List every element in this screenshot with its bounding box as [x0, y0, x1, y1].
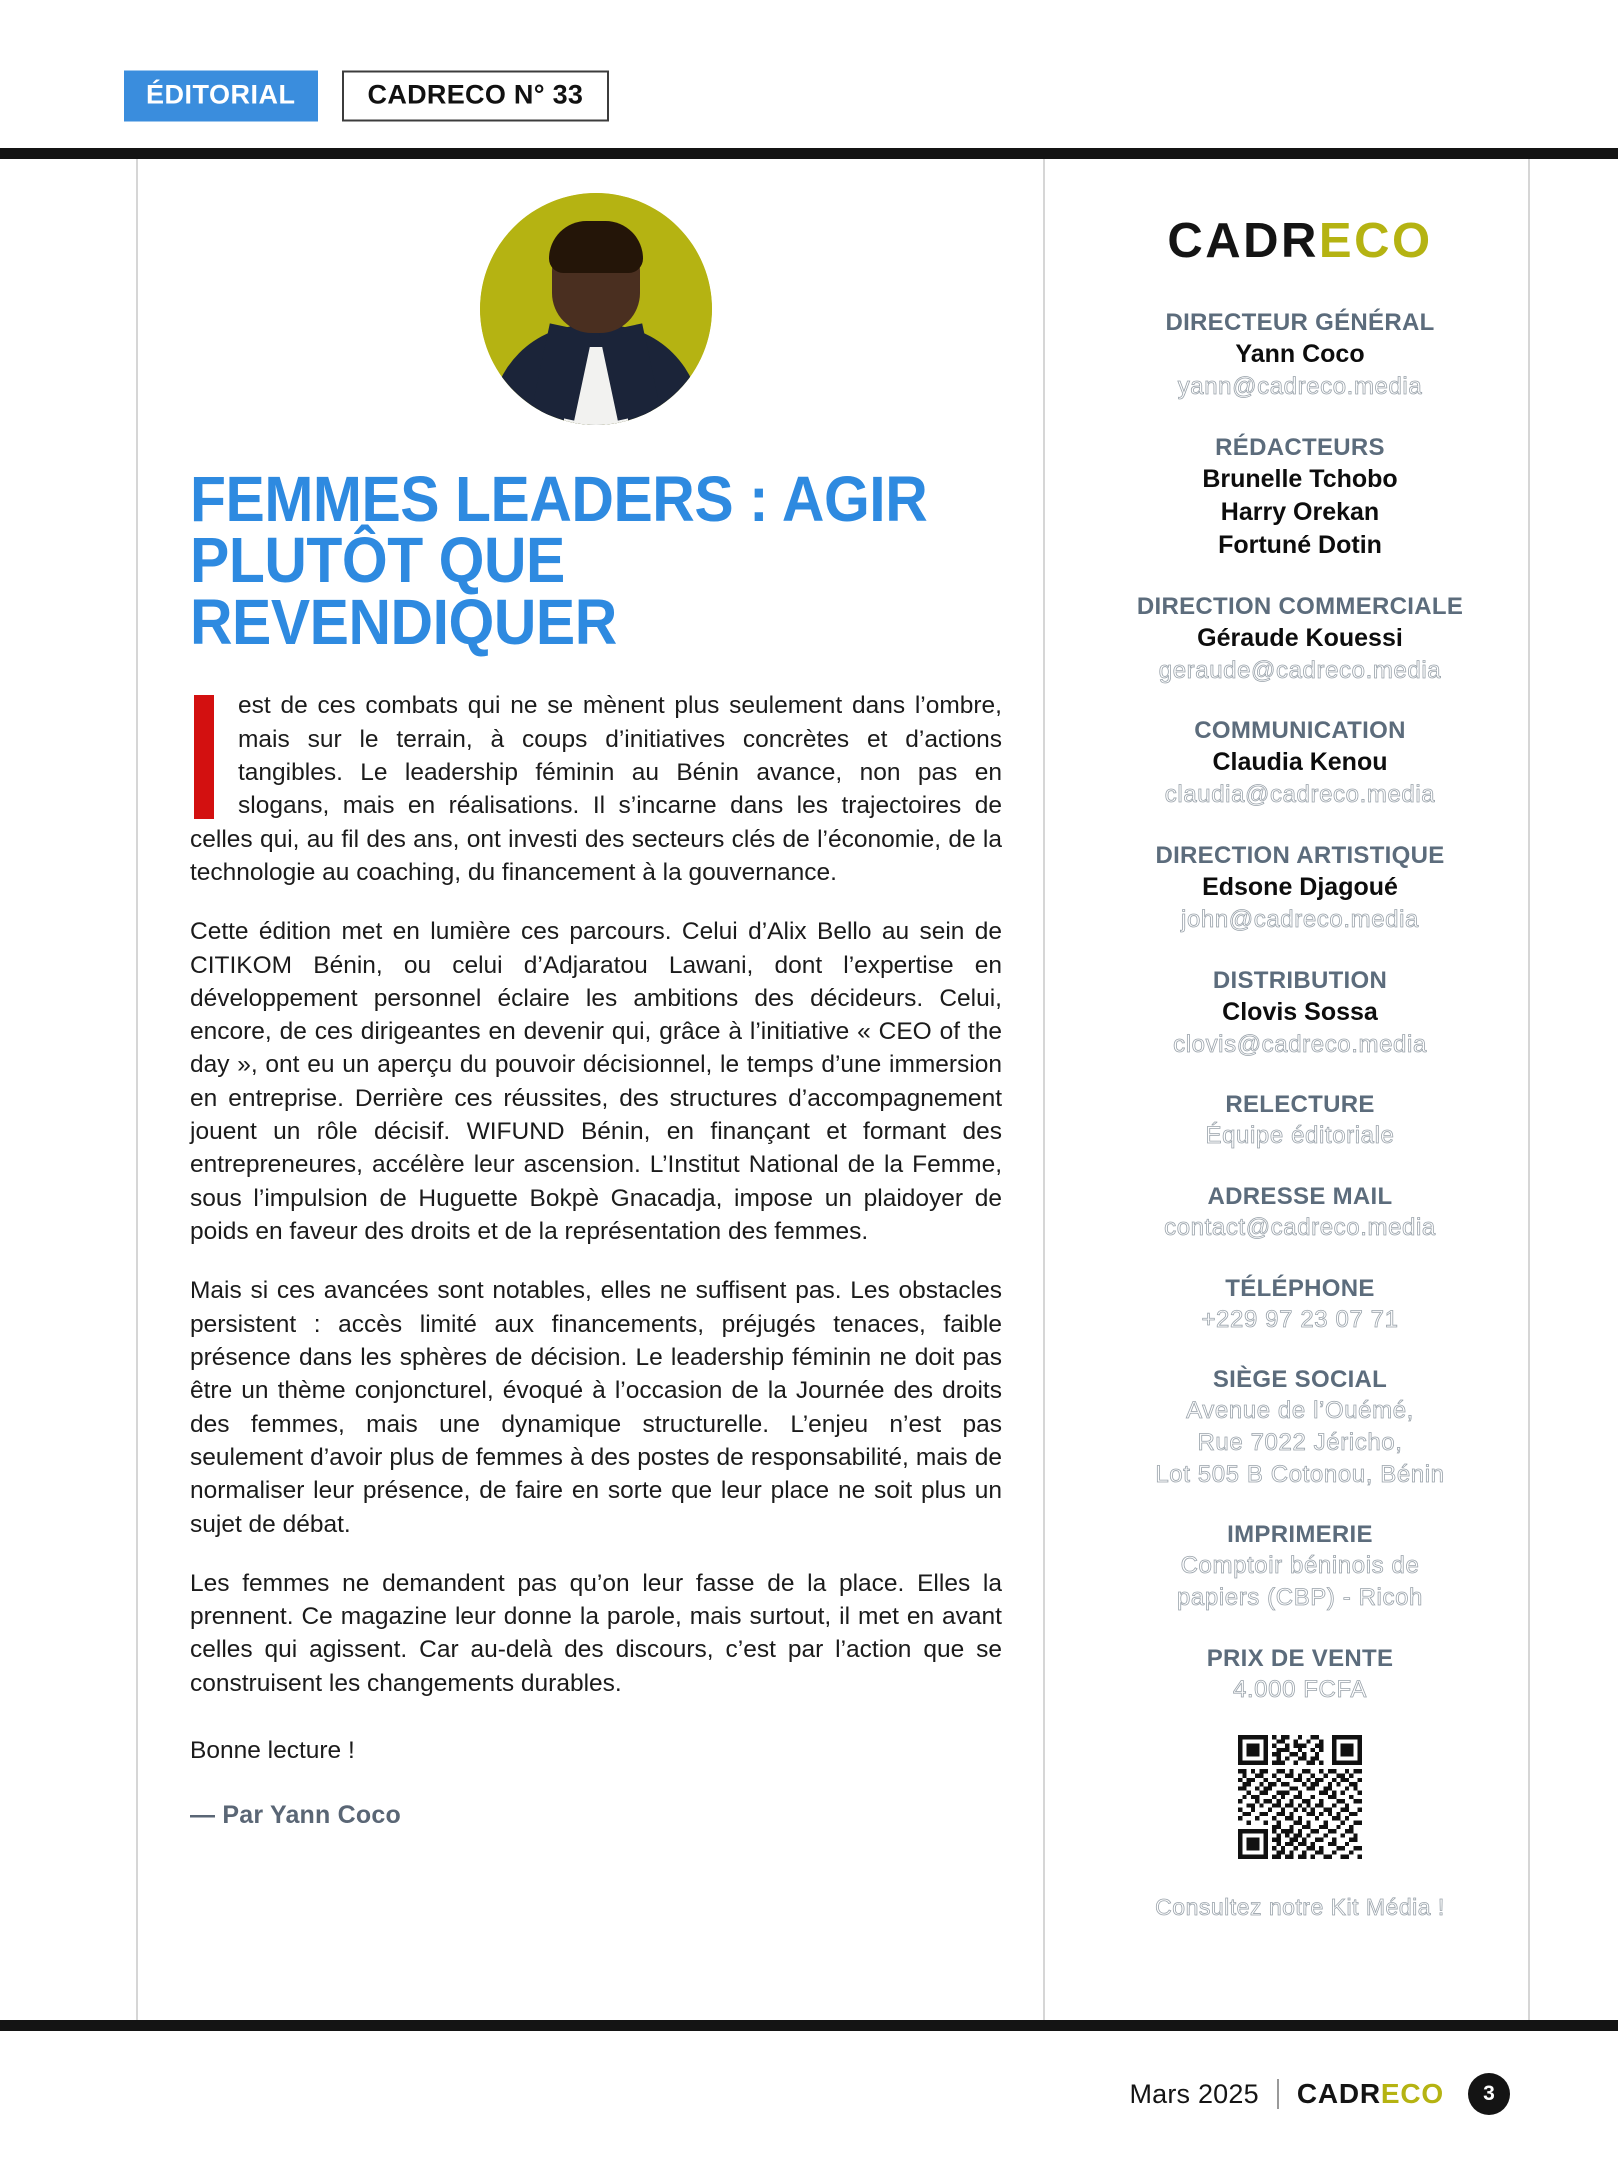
- masthead-block: [1075, 308, 1525, 403]
- masthead-email[interactable]: yann@cadreco.media: [1177, 373, 1423, 400]
- masthead-email[interactable]: clovis@cadreco.media: [1173, 1030, 1427, 1058]
- masthead-email[interactable]: claudia@cadreco.media: [1164, 781, 1436, 809]
- article-paragraph: Les femmes ne demandent pas qu’on leur fasse de la place. Elles la prennent. Ce magazine leur donne la parole, mais surtout, il met en avant celles qui agissent. Car au-delà des discours, c’est par l’action que se construisent les changements durables.: [190, 1569, 1002, 1697]
- masthead-block: [1075, 1365, 1525, 1490]
- page-title: [190, 463, 937, 658]
- column-divider-middle: [1043, 159, 1045, 2020]
- article-paragraph: Mais si ces avancées sont notables, elles ne suffisent pas. Les obstacles persistent : accès limité aux financements, préjugés tenaces, faible présence dans les sphères de décision. Le leadership féminin ne doit pas être un thème conjoncturel, évoqué à l’occasion de la Journée des droits des femmes, mais une dynamique structurelle. L’enjeu n’est pas seulement d’avoir plus de femmes à des postes de responsabilité, mais de normaliser leur présence, de faire en sorte que leur place ne soit plus un sujet de débat.: [190, 1277, 1002, 1538]
- masthead-label: SIÈGE SOCIAL: [1212, 1366, 1388, 1394]
- article-paragraph: Cette édition met en lumière ces parcours. Celui d’Alix Bello au sein de CITIKOM Bénin, ou celui d’Adjaratou Lawani, dont l’expertise en développement personnel éclaire les ambitions des décideurs. Celui, encore, de ces dirigeantes en devenir qui, grâce à l’initiative « CEO of the day », ont eu un aperçu du pouvoir décisionnel, le temps d’une immersion en entreprise. Derrière ces réussites, des structures d’accompagnement jouent un rôle décisif. WIFUND Bénin, en finançant et formant des entrepreneures, accélère leur ascension. L’Institut National de la Femme, sous l’impulsion de Huguette Bokpè Gnacadja, impose un plaidoyer de poids en faveur des droits et de la représentation des femmes.: [190, 918, 1002, 1245]
- footer-logo-dark: CADR: [1296, 2078, 1381, 2109]
- portrait-hair: [549, 221, 643, 273]
- masthead-label: DISTRIBUTION: [1212, 966, 1388, 994]
- masthead-address: Avenue de l’Ouémé, Rue 7022 Jéricho, Lot 505 B Cotonou, Bénin: [1155, 1397, 1445, 1488]
- masthead-block: [1075, 716, 1525, 811]
- masthead-value: Comptoir béninois de papiers (CBP) - Ricoh: [1176, 1552, 1423, 1612]
- masthead-block: [1075, 1520, 1525, 1613]
- kit-media-caption: Consultez notre Kit Média !: [1155, 1894, 1445, 1921]
- article-title-line-1: FEMMES LEADERS : AGIR: [190, 463, 928, 535]
- article-paragraph-lead: [190, 689, 1002, 889]
- footer-separator: [1277, 2079, 1279, 2109]
- footer-issue-date: Mars 2025: [1129, 2078, 1259, 2109]
- masthead-label: ADRESSE MAIL: [1207, 1183, 1393, 1211]
- masthead-block: [1075, 966, 1525, 1061]
- masthead-phone[interactable]: +229 97 23 07 71: [1201, 1305, 1399, 1333]
- column-divider-right: [1528, 159, 1530, 2020]
- article-byline: — Par Yann Coco: [190, 1801, 401, 1830]
- masthead-block: [1075, 592, 1525, 687]
- masthead-email[interactable]: geraude@cadreco.media: [1158, 656, 1442, 684]
- footer-logo-olive: ECO: [1380, 2078, 1444, 2109]
- masthead-block: [1075, 1182, 1525, 1244]
- logo-text-olive: ECO: [1318, 214, 1433, 268]
- article-title-line-2: PLUTÔT QUE REVENDIQUER: [190, 524, 617, 658]
- logo-text-dark: CADR: [1167, 214, 1319, 268]
- masthead-name: Clovis Sossa: [1222, 997, 1378, 1026]
- page-number-badge: 3: [1468, 2073, 1510, 2115]
- masthead-label: RELECTURE: [1225, 1091, 1375, 1119]
- masthead-name: Yann Coco: [1235, 340, 1365, 368]
- masthead-email[interactable]: john@cadreco.media: [1181, 906, 1419, 934]
- masthead-label: COMMUNICATION: [1194, 717, 1406, 745]
- masthead-block: [1075, 1644, 1525, 1706]
- masthead-label: DIRECTEUR GÉNÉRAL: [1165, 309, 1435, 336]
- header-tag-group: [124, 71, 609, 122]
- article-closing-line: Bonne lecture !: [190, 1737, 355, 1765]
- cadreco-logo: [1075, 214, 1525, 268]
- drop-cap: [194, 695, 214, 819]
- issue-tag[interactable]: CADRECO N° 33: [342, 71, 610, 122]
- footer-cadreco-logo: [1297, 2078, 1444, 2110]
- masthead-sidebar: [1075, 159, 1525, 1923]
- masthead-price: 4.000 FCFA: [1232, 1675, 1368, 1703]
- masthead-value: Équipe éditoriale: [1205, 1122, 1395, 1150]
- masthead-name: Géraude Kouessi: [1197, 623, 1403, 652]
- category-tag-editorial[interactable]: ÉDITORIAL: [124, 71, 318, 122]
- masthead-block: [1075, 841, 1525, 936]
- article-paragraph-lead-text: est de ces combats qui ne se mènent plus seulement dans l’ombre, mais sur le terrain, à coups d’initiatives concrètes et d’actions tangibles. Le leadership féminin au Bénin avance, non pas en slogans, mais en réalisations. Il s’incarne dans les trajectoires de celles qui, au fil des ans, ont investi des secteurs clés de l’économie, de la technologie au coaching, du financement à la gouvernance.: [190, 692, 1002, 886]
- masthead-label: PRIX DE VENTE: [1206, 1644, 1394, 1672]
- footer-rule: [0, 2020, 1618, 2031]
- column-divider-left: [136, 159, 138, 2020]
- masthead-label: IMPRIMERIE: [1227, 1521, 1373, 1549]
- footer-content: [1129, 2073, 1510, 2115]
- masthead-label: TÉLÉPHONE: [1225, 1274, 1375, 1302]
- masthead-block: [1075, 1090, 1525, 1152]
- masthead-label: DIRECTION ARTISTIQUE: [1155, 842, 1445, 870]
- article-column: [190, 159, 1002, 1830]
- masthead-label: RÉDACTEURS: [1215, 433, 1385, 461]
- masthead-block: [1075, 433, 1525, 562]
- masthead-email[interactable]: contact@cadreco.media: [1164, 1214, 1436, 1242]
- author-portrait-avatar: [480, 193, 712, 425]
- qr-code-icon[interactable]: [1238, 1735, 1362, 1859]
- page-header: [0, 0, 1618, 158]
- article-body: [190, 689, 1002, 1830]
- masthead-name: Brunelle Tchobo Harry Orekan Fortuné Dotin: [1202, 464, 1398, 559]
- page-footer: [0, 2031, 1618, 2165]
- masthead-name: Claudia Kenou: [1212, 748, 1388, 777]
- masthead-name: Edsone Djagoué: [1202, 873, 1398, 902]
- page-body: [0, 159, 1618, 2020]
- masthead-label: DIRECTION COMMERCIALE: [1136, 592, 1464, 620]
- header-rule: [0, 148, 1618, 159]
- masthead-block: [1075, 1274, 1525, 1336]
